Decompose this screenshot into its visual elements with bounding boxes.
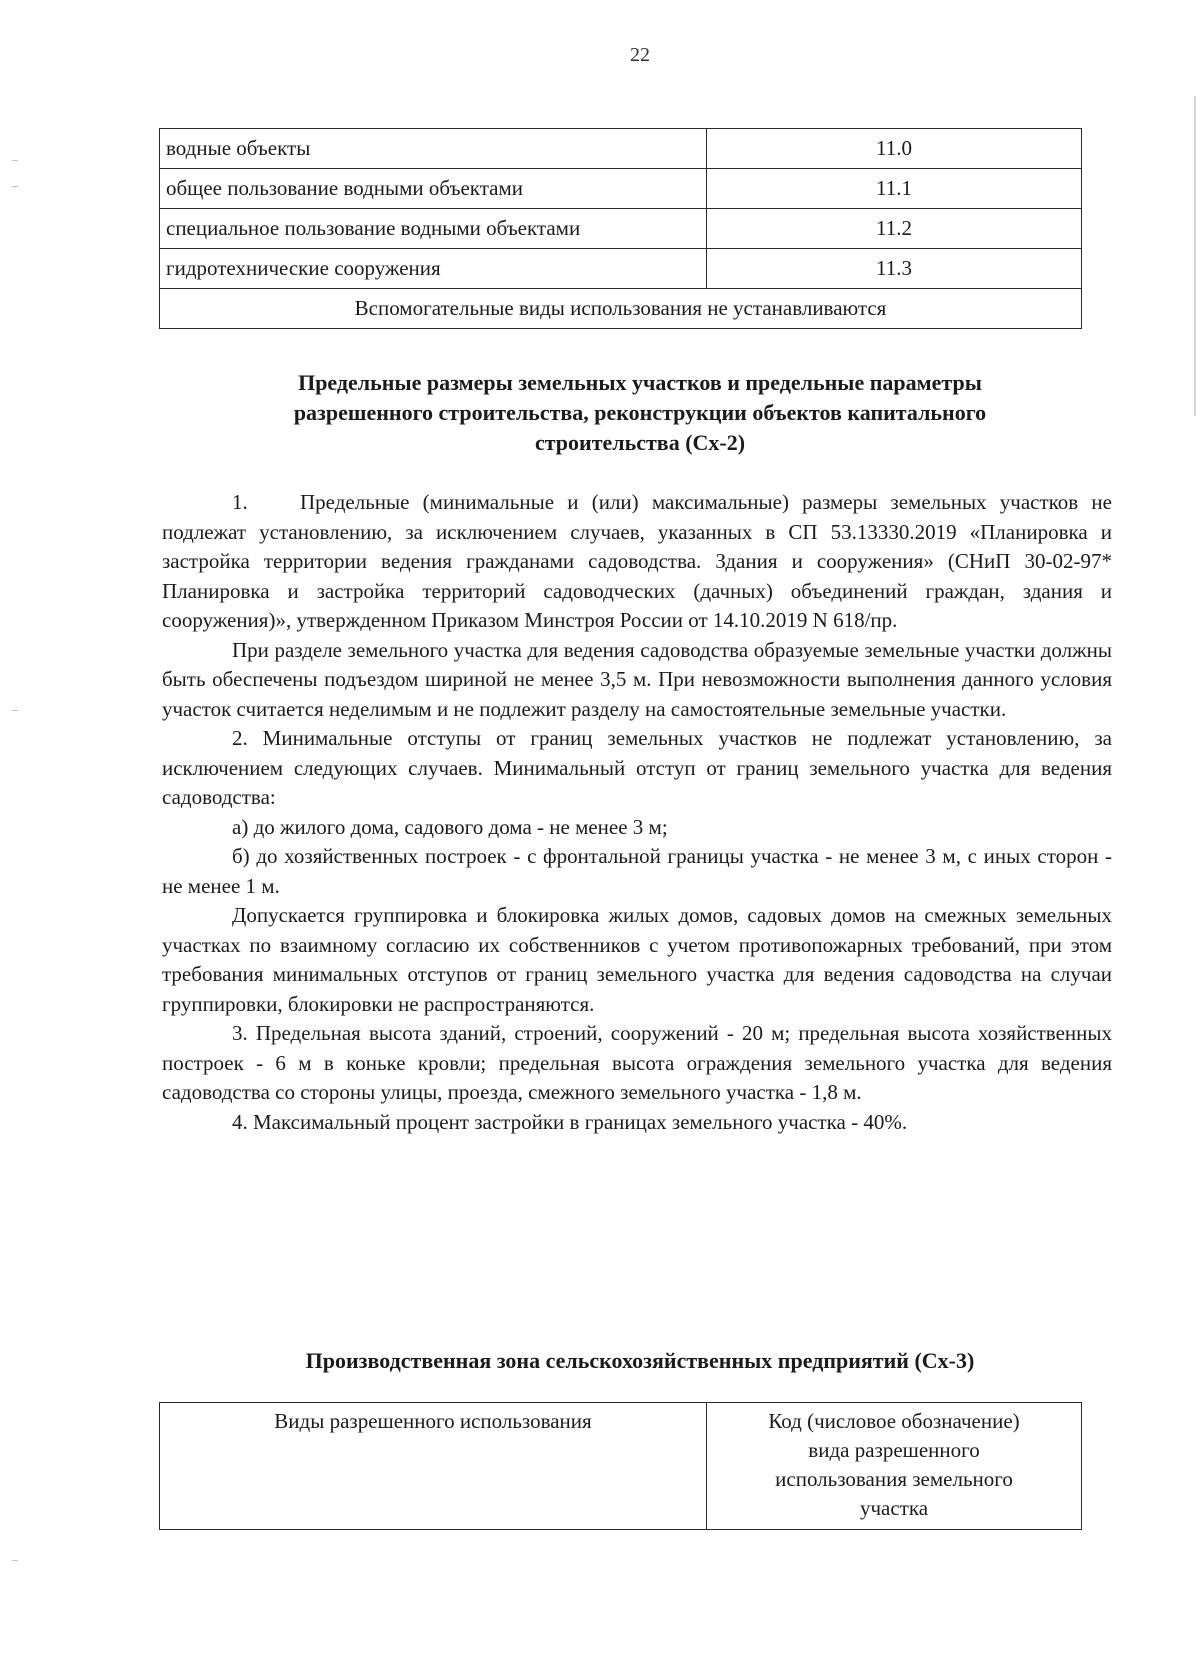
paragraph-3: 2. Минимальные отступы от границ земельных участков не подлежат установлению, за исключением следующих случаев. Минимальный отступ от границ земельного участка для ведения садоводства: (162, 726, 1112, 809)
scan-edge-artifact (1194, 96, 1196, 416)
paragraph-7: 3. Предельная высота зданий, строений, сооружений - 20 м; предельная высота хозяйственных построек - 6 м в коньке кровли; предельная высота ограждения земельного участка для ведения садоводства со стороны улицы, проезда, смежного земельного участка - 1,8 м. (162, 1021, 1112, 1104)
table-row (160, 249, 1082, 289)
land-use-table-top (159, 128, 1082, 329)
table-footer-row (160, 289, 1082, 329)
document-body (162, 488, 1112, 1137)
use-code-cell: 11.1 (707, 169, 1082, 209)
title-line: разрешенного строительства, реконструкции объектов капитального (293, 400, 987, 425)
column-header-uses: Виды разрешенного использования (160, 1403, 707, 1530)
use-name-cell: гидротехнические сооружения (160, 249, 707, 289)
use-name-cell: специальное пользование водными объектами (160, 209, 707, 249)
land-use-table-bottom (159, 1402, 1082, 1530)
column-header-code (707, 1403, 1082, 1530)
table-row (160, 169, 1082, 209)
table-row (160, 129, 1082, 169)
use-code-cell: 11.3 (707, 249, 1082, 289)
paragraph-4: а) до жилого дома, садового дома - не менее 3 м; (232, 814, 668, 839)
paragraph-1 (162, 488, 1112, 636)
scan-tick-artifact (12, 160, 18, 161)
use-code-cell: 11.0 (707, 129, 1082, 169)
title-line: строительства (Сх-2) (534, 430, 746, 455)
use-code-cell: 11.2 (707, 209, 1082, 249)
table-header-row (160, 1403, 1082, 1530)
auxiliary-uses-note: Вспомогательные виды использования не устанавливаются (160, 289, 1082, 329)
paragraph-2: При разделе земельного участка для ведения садоводства образуемые земельные участки должны быть обеспечены подъездом шириной не менее 3,5 м. При невозможности выполнения данного условия участок считается неделимым и не подлежит разделу на самостоятельные земельные участки. (162, 637, 1112, 721)
scan-tick-artifact (12, 710, 18, 711)
header-line: использования земельного (775, 1467, 1013, 1491)
section-title-cx2 (190, 368, 1090, 458)
section-title-cx3: Производственная зона сельскохозяйственных предприятий (Сх-3) (305, 1348, 975, 1373)
paragraph-number: 1. (232, 490, 248, 514)
scan-tick-artifact (12, 1560, 18, 1561)
use-name-cell: водные объекты (160, 129, 707, 169)
title-line: Предельные размеры земельных участков и предельные параметры (298, 370, 982, 395)
use-name-cell: общее пользование водными объектами (160, 169, 707, 209)
table-row (160, 209, 1082, 249)
paragraph-5: б) до хозяйственных построек - с фронтальной границы участка - не менее 3 м, с иных сторон - не менее 1 м. (162, 844, 1112, 898)
header-line: участка (859, 1496, 929, 1520)
paragraph-6: Допускается группировка и блокировка жилых домов, садовых домов на смежных земельных участках по взаимному согласию их собственников с учетом противопожарных требований, при этом требования минимальных отступов от границ земельного участка для ведения садоводства на случаи группировки, блокировки не распространяются. (162, 903, 1112, 1016)
paragraph-8: 4. Максимальный процент застройки в границах земельного участка - 40%. (232, 1109, 908, 1134)
page-number: 22 (630, 44, 650, 66)
header-line: вида разрешенного (808, 1438, 980, 1462)
scan-tick-artifact (12, 186, 18, 187)
paragraph-text: Предельные (минимальные и (или) максимальные) размеры земельных участков не подлежат установлению, за исключением случаев, указанных в СП 53.13330.2019 «Планировка и застройка территории ведения гражданами садоводства. Здания и сооружения» (СНиП 30-02-97* Планировка и застройка территорий садоводческих (дачных) объединений граждан, здания и сооружения)», утвержденном Приказом Минстроя России от 14.10.2019 N 618/пр. (162, 490, 1112, 632)
header-line: Код (числовое обозначение) (768, 1409, 1020, 1433)
